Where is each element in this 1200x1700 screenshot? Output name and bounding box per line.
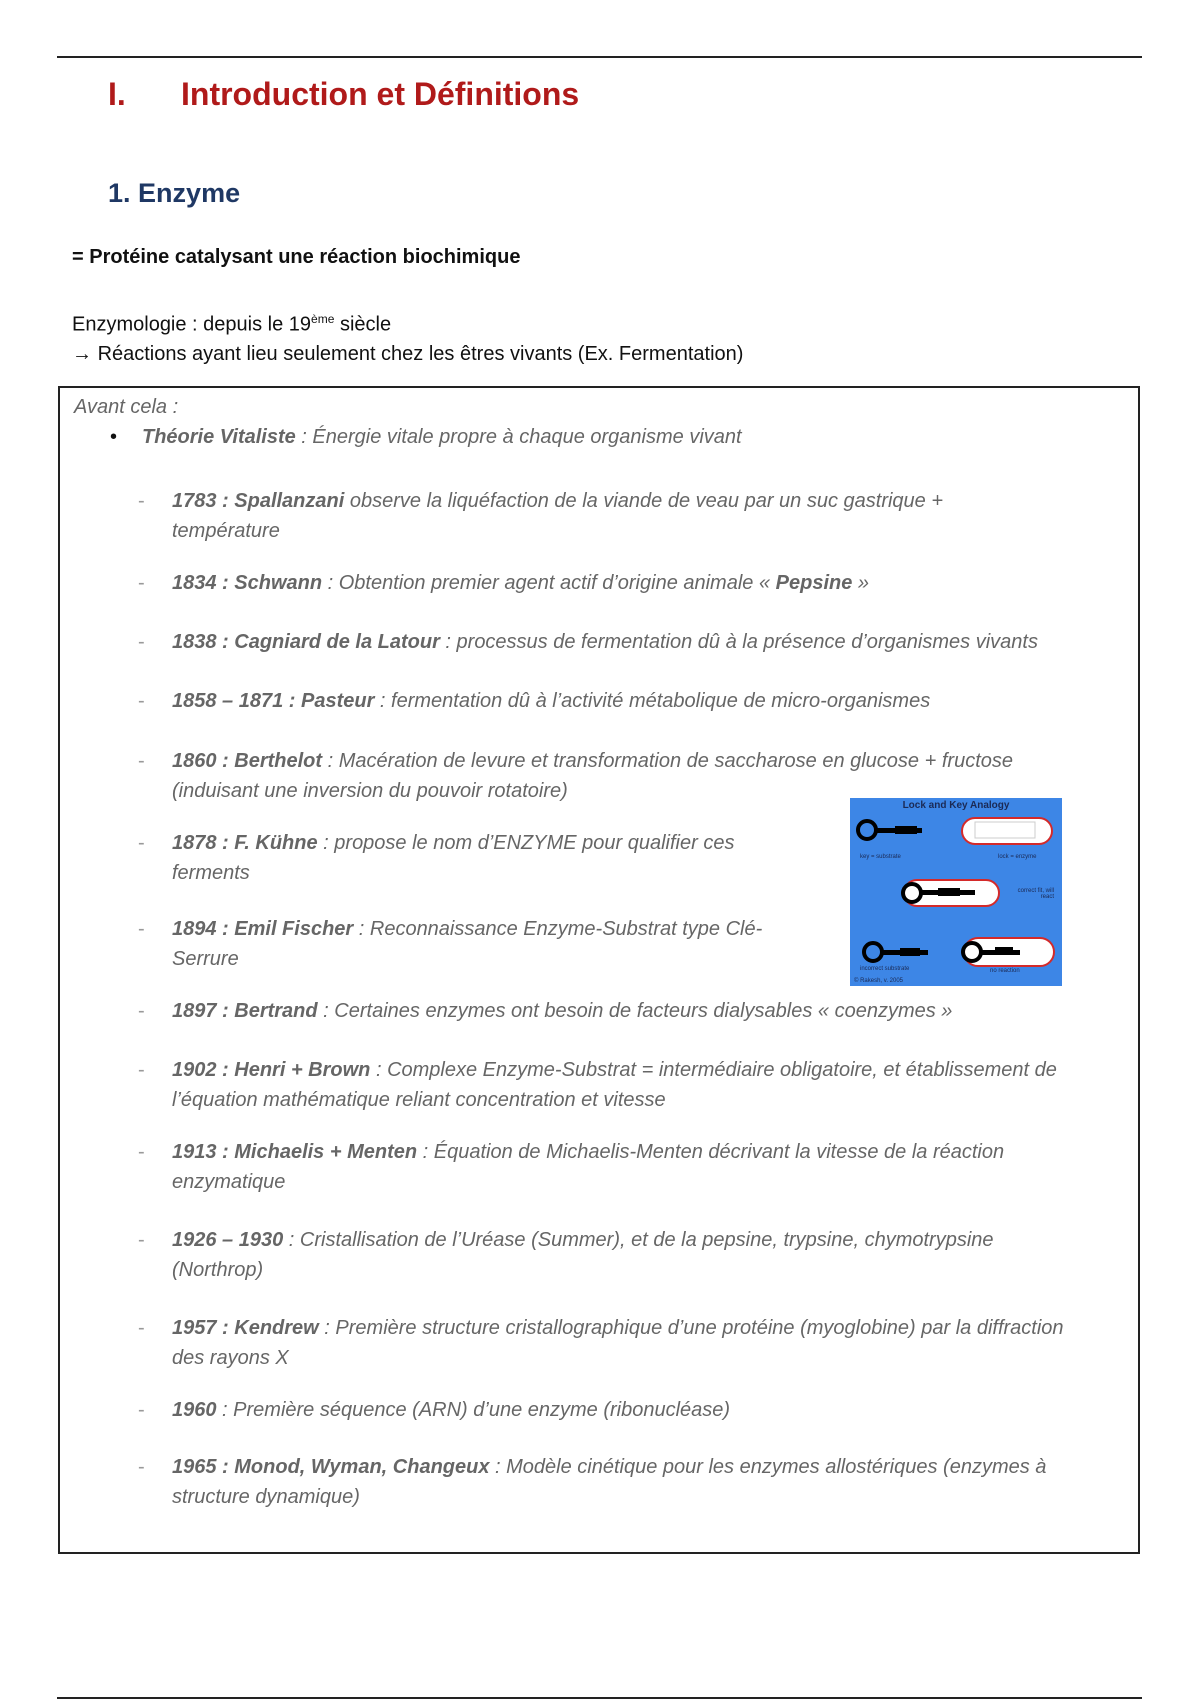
timeline-item-bold: 1878 : F. Kühne bbox=[172, 832, 318, 854]
timeline-item-rest: : Certaines enzymes ont besoin de facteurs dialysables « coenzymes » bbox=[317, 1000, 953, 1022]
timeline-item-rest: : Modèle cinétique pour les enzymes allostériques (enzymes à structure dynamique) bbox=[172, 1456, 1047, 1508]
timeline-item-bold: 1902 : Henri + Brown bbox=[172, 1059, 371, 1081]
timeline-item bbox=[138, 627, 1138, 657]
dash-icon: - bbox=[138, 1317, 145, 1339]
timeline-item bbox=[138, 1225, 1138, 1285]
enzymology-line-1 bbox=[72, 305, 743, 340]
timeline-item-text bbox=[172, 1452, 1072, 1512]
dash-icon: - bbox=[138, 1229, 145, 1251]
vitalist-theory-item bbox=[110, 426, 742, 449]
timeline-item-text bbox=[172, 828, 772, 888]
timeline-item-rest: : Cristallisation de l’Uréase (Summer), et de la pepsine, trypsine, chymotrypsine (Northrop) bbox=[172, 1229, 994, 1281]
section-number: I. bbox=[108, 76, 126, 112]
dash-icon: - bbox=[138, 918, 145, 940]
timeline-item-rest: : Équation de Michaelis-Menten décrivant la vitesse de la réaction enzymatique bbox=[172, 1141, 1005, 1193]
dash-icon: - bbox=[138, 572, 145, 594]
enzymology-sup: ème bbox=[311, 312, 335, 326]
timeline-item-bold: 1860 : Berthelot bbox=[172, 750, 323, 772]
timeline-item-text bbox=[172, 486, 1052, 546]
vitalist-rest: : Énergie vitale propre à chaque organisme vivant bbox=[295, 426, 742, 448]
history-box bbox=[58, 386, 1140, 1554]
timeline-item bbox=[138, 486, 1138, 546]
history-intro: Avant cela : bbox=[74, 396, 179, 418]
dash-icon: - bbox=[138, 1399, 145, 1421]
timeline-item-bold: 1960 bbox=[172, 1399, 217, 1421]
timeline-item-bold: 1913 : Michaelis + Menten bbox=[172, 1141, 418, 1163]
timeline-item-rest: : Macération de levure et transformation de saccharose en glucose + fructose (induisant une inversion du pouvoir rotatoire) bbox=[172, 750, 1013, 802]
enzymology-line-2-text: Réactions ayant lieu seulement chez les êtres vivants (Ex. Fermentation) bbox=[97, 342, 744, 365]
timeline-item-bold: 1897 : Bertrand bbox=[172, 1000, 318, 1022]
timeline-item bbox=[138, 1395, 1138, 1425]
timeline-item bbox=[138, 1055, 1138, 1115]
enzymology-line-2 bbox=[72, 340, 743, 369]
dash-icon: - bbox=[138, 690, 145, 712]
timeline-item-rest: : Reconnaissance Enzyme-Substrat type Clé-Serrure bbox=[172, 918, 763, 970]
dash-icon: - bbox=[138, 1141, 145, 1163]
timeline-item-bold: 1783 : Spallanzani bbox=[172, 490, 345, 512]
timeline-item-text bbox=[172, 1137, 1072, 1197]
timeline-item-rest: : Obtention premier agent actif d’origine animale « bbox=[322, 572, 776, 594]
top-rule bbox=[57, 56, 1142, 58]
timeline-item-rest: : processus de fermentation dû à la présence d’organismes vivants bbox=[439, 631, 1038, 653]
dash-icon: - bbox=[138, 1000, 145, 1022]
label-incorrect: incorrect substrate bbox=[860, 966, 910, 972]
timeline-item-rest: : Première séquence (ARN) d’une enzyme (ribonucléase) bbox=[216, 1399, 731, 1421]
timeline-item bbox=[138, 1313, 1138, 1373]
definition-line: = Protéine catalysant une réaction biochimique bbox=[72, 246, 521, 268]
dash-icon: - bbox=[138, 832, 145, 854]
timeline-item-text bbox=[172, 568, 1052, 598]
timeline-item-bold: 1834 : Schwann bbox=[172, 572, 323, 594]
figure-title: Lock and Key Analogy bbox=[902, 800, 1010, 811]
timeline-item-bold: 1965 : Monod, Wyman, Changeux bbox=[172, 1456, 490, 1478]
timeline-item-text bbox=[172, 914, 772, 974]
timeline-item-text bbox=[172, 1395, 1072, 1425]
timeline-item-bold: 1858 – 1871 : Pasteur bbox=[172, 690, 375, 712]
label-key: key = substrate bbox=[860, 854, 901, 860]
section-title: Introduction et Définitions bbox=[181, 76, 580, 112]
arrow-icon: → bbox=[72, 342, 92, 365]
bottom-rule bbox=[57, 1697, 1142, 1699]
enzymology-prefix: Enzymologie : depuis le 19 bbox=[72, 313, 312, 336]
figure-credit: © Rakesh, v. 2005 bbox=[854, 978, 904, 984]
timeline-item-rest-2: » bbox=[852, 572, 870, 594]
timeline-item-bold: 1894 : Emil Fischer bbox=[172, 918, 354, 940]
timeline-item-text bbox=[172, 1055, 1072, 1115]
label-correct: correct fit, will react bbox=[1017, 888, 1054, 900]
timeline-item bbox=[138, 1137, 1138, 1197]
timeline-item-text bbox=[172, 1313, 1072, 1373]
dash-icon: - bbox=[138, 631, 145, 653]
timeline-item-bold-2: Pepsine bbox=[775, 572, 853, 594]
timeline-item-rest: : fermentation dû à l’activité métabolique de micro-organismes bbox=[374, 690, 931, 712]
key-icon bbox=[858, 821, 876, 839]
timeline-item-rest: observe la liquéfaction de la viande de veau par un suc gastrique + température bbox=[172, 490, 944, 542]
vitalist-bold: Théorie Vitaliste bbox=[142, 426, 296, 448]
section-heading bbox=[108, 76, 579, 113]
timeline-item-text bbox=[172, 996, 1072, 1026]
dash-icon: - bbox=[138, 1059, 145, 1081]
label-noreaction: no reaction bbox=[990, 968, 1020, 974]
timeline-item-rest: : Première structure cristallographique d’une protéine (myoglobine) par la diffraction des rayons X bbox=[172, 1317, 1064, 1369]
timeline-item-text bbox=[172, 686, 1072, 716]
timeline-item bbox=[138, 996, 1138, 1026]
incorrect-key-icon bbox=[864, 943, 882, 961]
subsection-number: 1. bbox=[108, 178, 131, 208]
timeline-item-rest: : propose le nom d’ENZYME pour qualifier ces ferments bbox=[172, 832, 735, 884]
timeline-item-bold: 1957 : Kendrew bbox=[172, 1317, 319, 1339]
timeline-item-text bbox=[172, 746, 1072, 806]
timeline-item-text bbox=[172, 627, 1072, 657]
dash-icon: - bbox=[138, 1456, 145, 1478]
dash-icon: - bbox=[138, 750, 145, 772]
dash-icon: - bbox=[138, 490, 145, 512]
subsection-heading bbox=[108, 178, 240, 209]
timeline-item bbox=[138, 746, 1138, 806]
timeline-item-text bbox=[172, 1225, 1072, 1285]
timeline-item-bold: 1926 – 1930 bbox=[172, 1229, 284, 1251]
timeline-item-bold: 1838 : Cagniard de la Latour bbox=[172, 631, 440, 653]
enzymology-paragraph bbox=[72, 305, 743, 369]
bullet-icon: • bbox=[110, 426, 118, 448]
enzymology-suffix: siècle bbox=[334, 313, 392, 336]
timeline-item bbox=[138, 1452, 1138, 1512]
timeline-item-rest: : Complexe Enzyme-Substrat = intermédiaire obligatoire, et établissement de l’équation mathématique reliant concentration et vitesse bbox=[172, 1059, 1057, 1111]
subsection-title: Enzyme bbox=[138, 178, 241, 208]
timeline-item bbox=[138, 568, 1138, 598]
timeline-item bbox=[138, 686, 1138, 716]
label-lock: lock = enzyme bbox=[998, 854, 1037, 860]
lock-and-key-figure bbox=[850, 798, 1062, 986]
